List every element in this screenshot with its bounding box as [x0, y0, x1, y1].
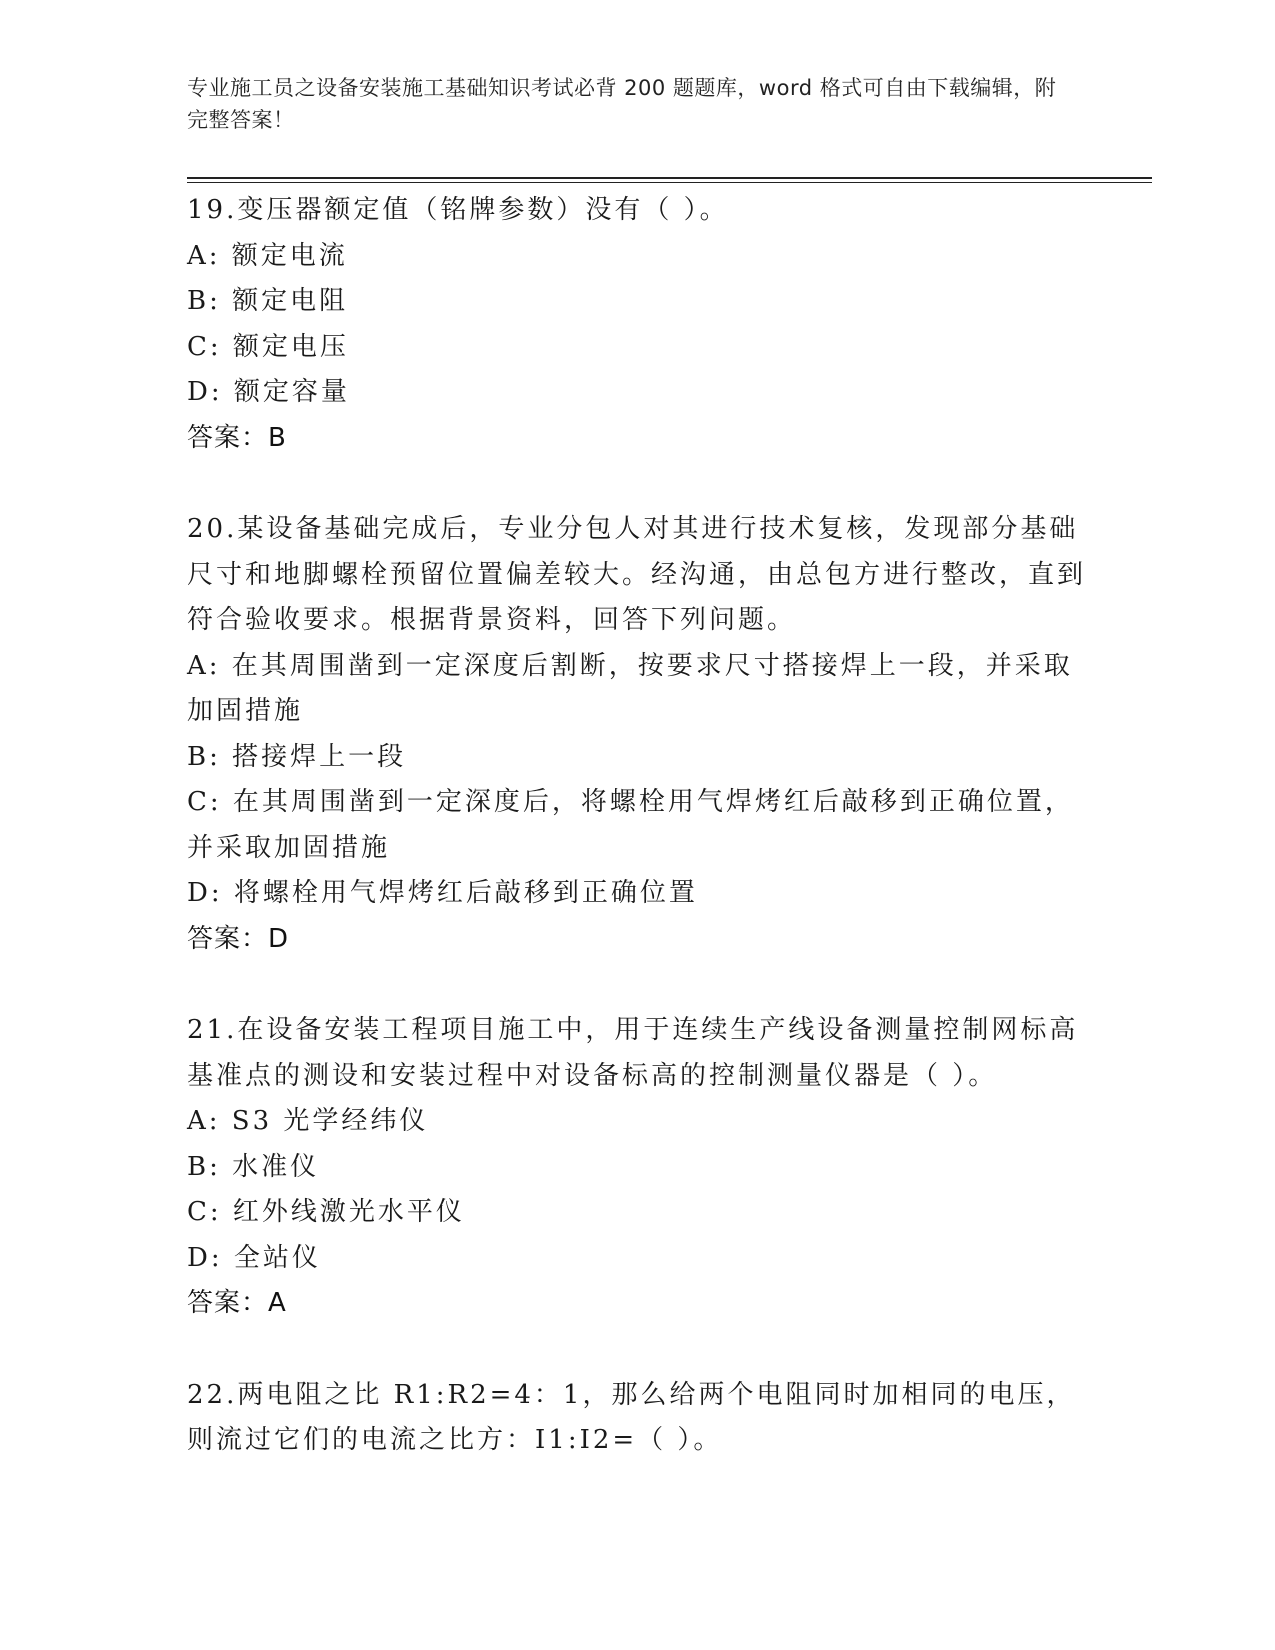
- question-spacer: [187, 962, 1087, 1008]
- question-20: [187, 507, 1087, 962]
- question-spacer: [187, 1327, 1087, 1373]
- question-22: [187, 1373, 1087, 1464]
- option-b: B: 搭接焊上一段: [187, 741, 407, 772]
- option-b: B: 水准仪: [187, 1151, 320, 1182]
- option-d: D: 将螺栓用气焊烤红后敲移到正确位置: [187, 878, 698, 908]
- option-c: C: 额定电压: [187, 331, 349, 362]
- answer: 答案：B: [187, 422, 287, 453]
- answer: 答案：A: [187, 1288, 287, 1318]
- question-text: 21.在设备安装工程项目施工中，用于连续生产线设备测量控制网标高基准点的测设和安装过程中对设备标高的控制测量仪器是（ ）。: [187, 1015, 1079, 1091]
- answer: 答案：D: [187, 923, 290, 954]
- option-c: C: 在其周围凿到一定深度后，将螺栓用气焊烤红后敲移到正确位置，并采取加固措施: [187, 787, 1074, 863]
- header-divider-thick: [187, 177, 1152, 179]
- option-d: D: 全站仪: [187, 1242, 321, 1273]
- question-text: 20.某设备基础完成后，专业分包人对其进行技术复核，发现部分基础尺寸和地脚螺栓预留位置偏差较大。经沟通，由总包方进行整改，直到符合验收要求。根据背景资料，回答下列问题。: [187, 514, 1087, 635]
- document-header: 专业施工员之设备安装施工基础知识考试必背 200 题题库，word 格式可自由下载编辑，附完整答案！: [187, 76, 1057, 132]
- question-text: 19.变压器额定值（铭牌参数）没有（ ）。: [187, 195, 729, 225]
- option-d: D: 额定容量: [187, 377, 350, 407]
- option-a: A: 在其周围凿到一定深度后割断，按要求尺寸搭接焊上一段，并采取加固措施: [187, 650, 1073, 726]
- option-c: C: 红外线激光水平仪: [187, 1197, 465, 1227]
- option-a: A: 额定电流: [187, 240, 348, 271]
- question-list: [187, 188, 1087, 1464]
- question-spacer: [187, 461, 1087, 507]
- header-divider-thin: [187, 182, 1152, 183]
- question-text: 22.两电阻之比 R1:R2=4：1，那么给两个电阻同时加相同的电压，则流过它们的电流之比方：I1:I2=（ ）。: [187, 1379, 1076, 1455]
- question-21: [187, 1008, 1087, 1327]
- option-b: B: 额定电阻: [187, 286, 349, 316]
- option-a: A: S3 光学经纬仪: [187, 1106, 429, 1136]
- question-19: [187, 188, 1087, 461]
